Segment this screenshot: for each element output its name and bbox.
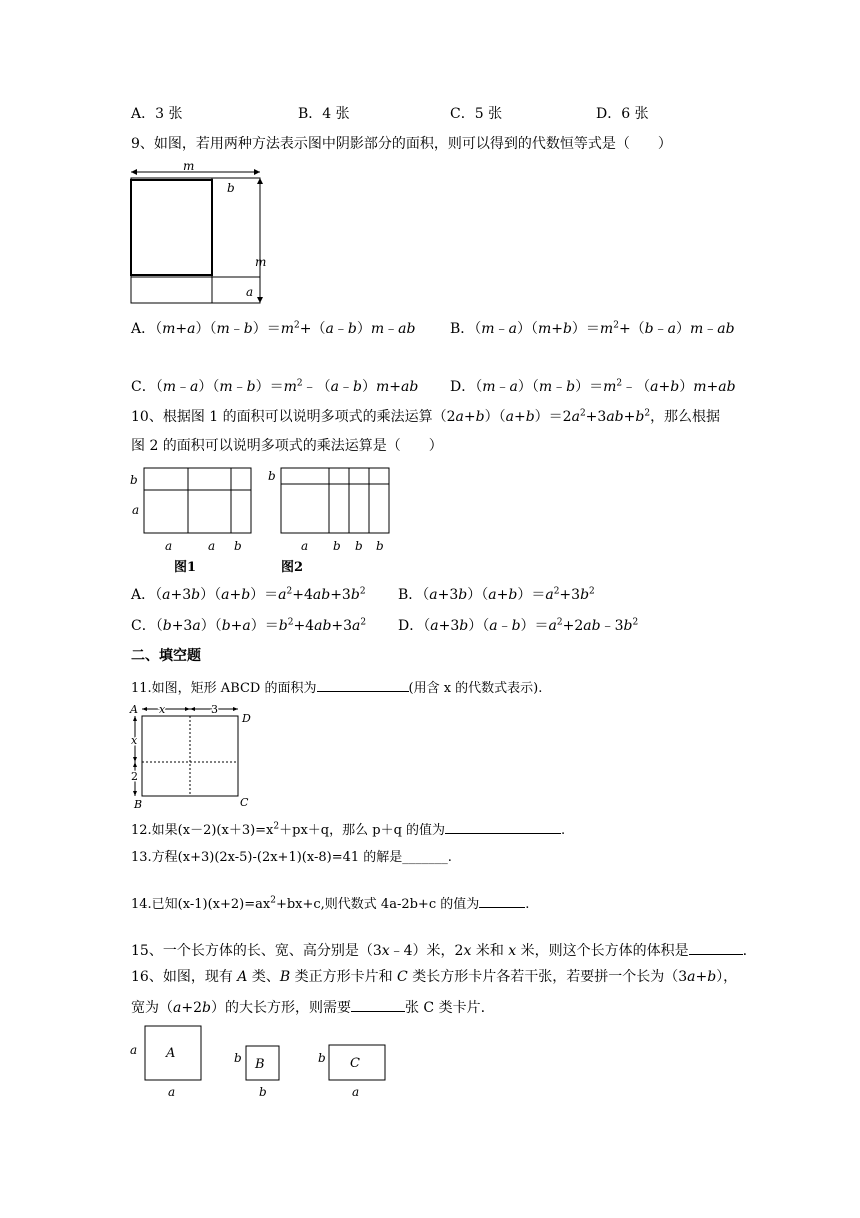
- card-a-side: a: [130, 1043, 138, 1057]
- q8-option-c: C．5 张: [450, 106, 503, 122]
- q11-label-two: 2: [131, 770, 138, 783]
- q9-figure: [125, 158, 275, 308]
- q16-line1: 16、如图，现有 A 类、B 类正方形卡片和 C 类长方形卡片各若干张，若要拼一个长为（3a+b），: [131, 969, 738, 985]
- q16-blank: [351, 997, 405, 1012]
- q9-option-c: C．$(m﹣a)(m﹣b)=m^2﹣(a﹣b)m+ab$: [131, 378, 419, 395]
- card-a-inner: A: [166, 1046, 176, 1061]
- q11-label-three: 3: [211, 703, 218, 716]
- q11-blank: [317, 677, 409, 692]
- q9-option-b: B．$(m﹣a)(m+b)=m^2+(b﹣a)m﹣ab$: [450, 320, 735, 337]
- fig2-bottom-b1: b: [333, 539, 341, 553]
- q9-label-m-right: m: [255, 255, 267, 269]
- q11-label-D: D: [242, 712, 251, 725]
- q14-blank: [479, 893, 525, 908]
- q11-figure: [128, 700, 258, 812]
- q9-option-a: A．$(m+a)(m﹣b)=m^2+(a﹣b)m﹣ab$: [131, 320, 416, 337]
- card-b-inner: B: [255, 1057, 265, 1072]
- card-b-bottom: b: [259, 1085, 267, 1099]
- q10-option-b: B．$(a+3b)(a+b)=a^2+3b^2$: [398, 586, 595, 603]
- fig1-caption: 图1: [174, 560, 197, 575]
- fig1-bottom-a2: a: [208, 539, 216, 553]
- q9-label-m-top: m: [183, 159, 195, 173]
- q8-option-b: B．4 张: [298, 106, 350, 122]
- q9-option-d: D．$(m﹣a)(m﹣b)=m^2﹣(a+b)m+ab$: [450, 378, 736, 395]
- q16-cards-figure: [128, 1020, 398, 1105]
- q9-label-b: b: [227, 181, 235, 195]
- fig2-bottom-a: a: [301, 539, 309, 553]
- q12-text: 12.如果$(x-2)(x+3)=x^2+px+q$，那么 p＋q 的值为 .: [131, 819, 565, 840]
- q15-text: 15、一个长方体的长、宽、高分别是（3x﹣4）米，2x 米和 x 米，则这个长方体的体积是 .: [131, 940, 747, 960]
- q10-figure-2: [265, 462, 400, 577]
- q10-stem-line1: 10、根据图 1 的面积可以说明多项式的乘法运算$(2a+b)(a+b)=2a^2+3ab+b^2$，那么根据: [131, 408, 721, 425]
- q11-label-x-left: x: [131, 734, 138, 747]
- q10-option-d: D．$(a+3b)(a﹣b)=a^2+2ab﹣3b^2$: [398, 617, 639, 634]
- q10-option-c: C．$(b+3a)(b+a)=b^2+4ab+3a^2$: [131, 617, 367, 634]
- card-c-side: b: [318, 1051, 326, 1065]
- q8-option-a: A．3 张: [131, 106, 183, 122]
- card-b-side: b: [234, 1051, 242, 1065]
- q12-blank: [445, 819, 561, 834]
- fig1-label-a: a: [132, 503, 140, 517]
- q11-label-B: B: [134, 798, 143, 811]
- q10-figure-1: [128, 462, 263, 577]
- card-a-bottom: a: [168, 1085, 176, 1099]
- fig1-bottom-a1: a: [165, 539, 173, 553]
- fig2-bottom-b3: b: [376, 539, 384, 553]
- q16-line2: 宽为（a+2b）的大长方形，则需要 张 C 类卡片.: [131, 997, 485, 1017]
- q10-option-a: A．$(a+3b)(a+b)=a^2+4ab+3b^2$: [131, 586, 366, 603]
- card-c-bottom: a: [352, 1085, 360, 1099]
- section-fill-in-title: 二、填空题: [131, 648, 201, 664]
- q15-blank: [689, 940, 743, 955]
- q11-label-x-top: x: [159, 703, 166, 716]
- q11-label-C: C: [240, 796, 249, 809]
- q13-text: 13.方程(x+3)(2x-5)-(2x+1)(x-8)=41 的解是_______.: [131, 850, 452, 865]
- q14-text: 14.已知$(x-1)(x+2)=ax^2+bx+c$,则代数式 4a-2b+c 的值为 .: [131, 893, 529, 914]
- fig2-bottom-b2: b: [355, 539, 363, 553]
- q9-label-a: a: [246, 285, 254, 299]
- q10-stem-line2: 图 2 的面积可以说明多项式的乘法运算是（ ）: [131, 438, 443, 454]
- q8-option-d: D．6 张: [596, 106, 649, 122]
- fig1-bottom-b: b: [234, 539, 242, 553]
- fig2-caption: 图2: [281, 560, 304, 575]
- fig1-label-b: b: [130, 473, 138, 487]
- q11-text: 11.如图，矩形 ABCD 的面积为 (用含 x 的代数式表示).: [131, 677, 542, 698]
- q9-stem: 9、如图，若用两种方法表示图中阴影部分的面积，则可以得到的代数恒等式是（ ）: [131, 136, 672, 152]
- fig2-label-b: b: [268, 469, 276, 483]
- card-c-inner: C: [350, 1056, 360, 1071]
- q11-label-A: A: [130, 703, 138, 716]
